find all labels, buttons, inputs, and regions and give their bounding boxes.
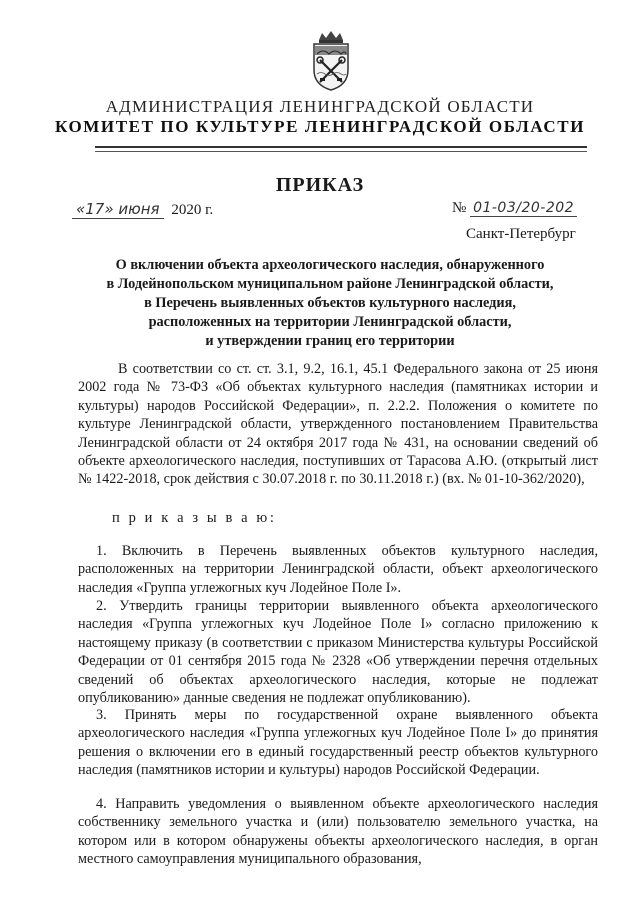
subject-line: в Лодейнопольском муниципальном районе Ленинградской области, [106,276,554,292]
date-year: 2020 г. [171,202,214,218]
handwritten-date: «17» июня [72,200,164,219]
header-rule-thin [95,151,587,152]
document-number [452,200,577,217]
order-item-2: 2. Утвердить границы территории выявленного объекта археологического наследия «Группа углежогных куч Лодейное Поле I» согласно приложению к настоящему приказу (в соответствии с приказом Министерства культуры Российской Федерации от 01 сентября 2015 года № 2328 «Об утверждении перечня отдельных сведений об объектах археологического наследия, которые не подлежат опубликованию» данные сведения не подлежат опубликованию). [78,598,598,707]
order-word: п р и к а з ы в а ю: [112,510,277,526]
header-rule [95,146,587,148]
order-item-1: 1. Включить в Перечень выявленных объектов культурного наследия, расположенных на территории Ленинградской области, объект археологического наследия «Группа углежогных куч Лодейное Поле I». [78,543,598,596]
city: Санкт-Петербург [466,226,576,242]
subject-line: расположенных на территории Ленинградской области, [148,314,512,330]
coat-of-arms-icon [310,30,352,92]
document-date [72,200,213,219]
subject-line: О включении объекта археологического наследия, обнаруженного [115,257,545,273]
preamble-paragraph: В соответствии со ст. ст. 3.1, 9.2, 16.1, 45.1 Федерального закона от 25 июня 2002 года № 73-ФЗ «Об объектах культурного наследия (памятниках истории и культуры) народов Российской Федерации», п. 2.2.2. Положения о комитете по культуре Ленинградской области, утвержденного постановлением Правительства Ленинградской области от 24 октября 2017 года № 431, на основании сведений об объекте археологического наследия, поступивших от Тарасова А.Ю. (открытый лист № 1422-2018, срок действия с 30.07.2018 г. по 30.11.2018 г.) (вх. № 01-10-362/2020), [78,361,598,488]
subject-line: в Перечень выявленных объектов культурного наследия, [144,295,516,311]
order-item-4: 4. Направить уведомления о выявленном объекте археологического наследия собственнику земельного участка и (или) пользователю земельного участка, на котором или в котором обнаружены объекты археологического наследия, в орган местного самоуправления муниципального образования, [78,796,598,868]
ministry-name: АДМИНИСТРАЦИЯ ЛЕНИНГРАДСКОЙ ОБЛАСТИ [105,97,535,116]
document-title: ПРИКАЗ [275,174,365,196]
committee-name: КОМИТЕТ ПО КУЛЬТУРЕ ЛЕНИНГРАДСКОЙ ОБЛАСТИ [54,117,586,136]
order-item-3: 3. Принять меры по государственной охране выявленного объекта археологического наследия «Группа углежогных куч Лодейное Поле I» до принятия решения о включении его в единый государственный реестр объектов культурного наследия (памятников истории и культуры) народов Российской Федерации. [78,707,598,779]
order-subject [80,256,580,351]
subject-line: и утверждении границ его территории [205,333,455,349]
handwritten-number: 01-03/20-202 [470,200,577,217]
number-sign: № [452,200,467,216]
